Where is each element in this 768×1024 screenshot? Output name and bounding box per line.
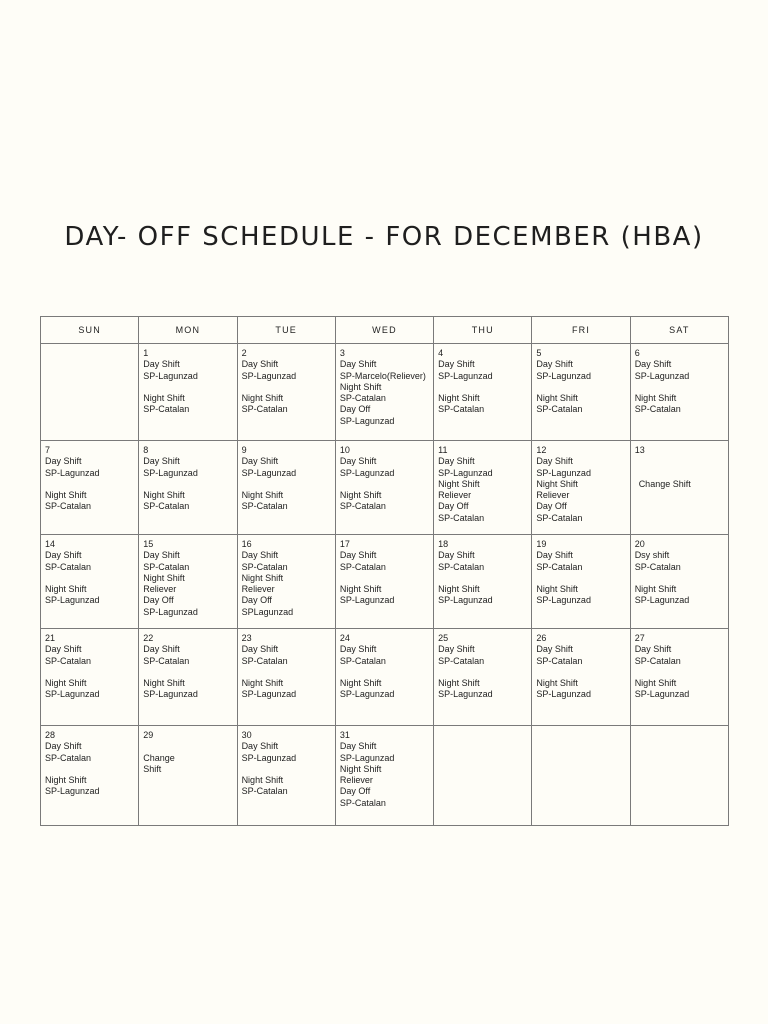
shift-note: Night Shift	[45, 775, 87, 786]
day-number: 4	[438, 348, 444, 358]
shift-note	[45, 573, 134, 584]
shift-note	[438, 573, 527, 584]
shift-note: Reliever	[536, 490, 570, 501]
shift-note: Night Shift	[339, 381, 382, 392]
shift-note: SP-Lagunzad	[438, 467, 493, 478]
day-cell-fri	[532, 441, 630, 535]
shift-note: Day Shift	[536, 644, 573, 655]
shift-note	[340, 479, 429, 490]
shift-note: SP-Catalan	[143, 404, 190, 415]
day-number: 23	[241, 633, 252, 643]
day-cell-mon	[139, 629, 237, 726]
shift-note: SP-Catalan	[438, 655, 485, 666]
shift-note: SP-Catalan	[339, 393, 386, 404]
shift-note	[143, 741, 232, 752]
shift-note	[45, 479, 134, 490]
shift-note: Day Off	[438, 501, 469, 512]
shift-note: SP-Lagunzad	[241, 467, 297, 478]
shift-note: Shift	[143, 763, 162, 774]
day-number: 25	[438, 633, 449, 643]
shift-note: SP-Lagunzad	[536, 595, 591, 606]
shift-note: Night Shift	[634, 584, 677, 595]
shift-note	[635, 573, 724, 584]
shift-note: Day Shift	[339, 359, 377, 370]
day-number: 18	[438, 539, 449, 549]
shift-note: SP-Lagunzad	[241, 370, 297, 381]
shift-note: SP-Lagunzad	[45, 689, 100, 700]
day-cell-fri	[532, 726, 630, 826]
shift-note: SP-Catalan	[241, 561, 288, 572]
day-number	[45, 348, 134, 359]
shift-note: SP-Catalan	[45, 561, 92, 572]
shift-note: SP-Lagunzad	[241, 689, 297, 700]
shift-note: SP-Lagunzad	[438, 370, 493, 381]
shift-note: SP-Catalan	[634, 561, 681, 572]
day-number: 15	[143, 539, 154, 549]
shift-note: Night Shift	[339, 763, 382, 774]
shift-note: Night Shift	[438, 584, 480, 595]
day-cell-tue	[237, 535, 335, 629]
day-cell-mon	[139, 344, 237, 441]
shift-note: Change	[143, 752, 175, 763]
calendar-body	[41, 344, 729, 826]
shift-note: SP-Catalan	[241, 655, 288, 666]
day-number: 24	[339, 633, 350, 643]
shift-note: SP-Lagunzad	[438, 689, 493, 700]
day-number: 26	[536, 633, 547, 643]
day-number: 5	[536, 348, 542, 358]
shift-note: SP-Catalan	[45, 655, 92, 666]
shift-note: Day Shift	[339, 550, 377, 561]
shift-note: Day Shift	[241, 456, 279, 467]
shift-note: Night Shift	[536, 678, 578, 689]
shift-note: Night Shift	[143, 572, 185, 583]
day-number: 11	[438, 445, 448, 455]
shift-note: Day Shift	[438, 456, 475, 467]
shift-note: Day Shift	[143, 456, 180, 467]
shift-note: SP-Catalan	[634, 655, 681, 666]
shift-note: Night Shift	[241, 572, 284, 583]
shift-note: Day Shift	[339, 456, 377, 467]
day-cell-sat	[630, 726, 728, 826]
shift-note: SP-Catalan	[438, 512, 485, 523]
shift-note: Night Shift	[241, 490, 284, 501]
shift-note: SP-Catalan	[536, 512, 583, 523]
day-cell-sun	[41, 344, 139, 441]
shift-note: SP-Lagunzad	[438, 595, 493, 606]
week-row	[41, 441, 729, 535]
shift-note: SP-Catalan	[438, 561, 485, 572]
shift-note: SP-Catalan	[339, 501, 386, 512]
shift-note: Night Shift	[339, 678, 382, 689]
shift-note: Night Shift	[634, 393, 677, 404]
shift-note: Day Shift	[339, 741, 377, 752]
shift-note: Day Shift	[143, 550, 180, 561]
weekday-sat: SAT	[630, 317, 728, 344]
day-cell-thu	[434, 441, 532, 535]
day-number: 29	[143, 730, 154, 740]
shift-note: SP-Catalan	[45, 501, 92, 512]
shift-note: Day Shift	[143, 644, 180, 655]
shift-note: SP-Catalan	[536, 655, 583, 666]
shift-note	[242, 764, 331, 775]
shift-note	[536, 573, 625, 584]
shift-note: Day Shift	[241, 359, 279, 370]
shift-note: SP-Catalan	[339, 655, 386, 666]
shift-note: SP-Lagunzad	[339, 595, 395, 606]
shift-note: Day Off	[536, 501, 567, 512]
shift-note	[143, 479, 232, 490]
shift-note: Day Off	[143, 595, 174, 606]
shift-note: Change Shift	[638, 478, 691, 489]
week-row	[41, 629, 729, 726]
shift-note	[242, 382, 331, 393]
shift-note	[438, 382, 527, 393]
shift-note	[635, 667, 724, 678]
shift-note	[438, 667, 527, 678]
shift-note: SP-Catalan	[241, 404, 288, 415]
day-cell-mon	[139, 535, 237, 629]
week-row	[41, 726, 729, 826]
shift-note: Night Shift	[45, 584, 87, 595]
shift-note: Day Shift	[438, 550, 475, 561]
day-number: 16	[241, 539, 252, 549]
shift-note: Reliever	[339, 775, 373, 786]
shift-note: Night Shift	[536, 393, 578, 404]
day-cell-thu	[434, 344, 532, 441]
day-cell-mon	[139, 441, 237, 535]
day-cell-fri	[532, 629, 630, 726]
shift-note: SP-Catalan	[438, 404, 485, 415]
shift-note: Night Shift	[241, 678, 284, 689]
shift-note	[635, 468, 724, 479]
shift-note: SP-Lagunzad	[536, 370, 591, 381]
shift-note: SP-Catalan	[241, 501, 288, 512]
day-number: 9	[241, 445, 247, 455]
shift-note: SP-Lagunzad	[339, 752, 395, 763]
day-cell-sun	[41, 441, 139, 535]
shift-note: Night Shift	[339, 490, 382, 501]
shift-note: Day Shift	[45, 644, 82, 655]
shift-note: Day Shift	[241, 644, 279, 655]
day-cell-wed	[335, 535, 433, 629]
day-cell-sat	[630, 441, 728, 535]
day-number: 6	[634, 348, 640, 358]
shift-note	[635, 456, 724, 467]
shift-note: Night Shift	[438, 478, 480, 489]
shift-note	[45, 764, 134, 775]
shift-note: SP-Catalan	[143, 501, 190, 512]
day-cell-thu	[434, 726, 532, 826]
shift-note: Night Shift	[241, 775, 284, 786]
day-cell-wed	[335, 629, 433, 726]
shift-note: SPLagunzad	[241, 606, 294, 617]
day-cell-fri	[532, 535, 630, 629]
shift-note: Day Off	[241, 595, 272, 606]
shift-note: SP-Lagunzad	[241, 752, 297, 763]
shift-note: Day Off	[339, 786, 371, 797]
shift-note	[536, 667, 625, 678]
shift-note: Day Shift	[438, 359, 475, 370]
week-row	[41, 535, 729, 629]
shift-note: SP-Lagunzad	[45, 467, 100, 478]
shift-note: Night Shift	[438, 678, 480, 689]
shift-note: SP-Catalan	[536, 561, 583, 572]
shift-note	[143, 382, 232, 393]
day-number	[536, 730, 625, 741]
day-number: 17	[339, 539, 350, 549]
weekday-sun: SUN	[41, 317, 139, 344]
shift-note: Day Shift	[45, 741, 82, 752]
shift-note: Reliever	[438, 490, 472, 501]
shift-note: Reliever	[143, 584, 177, 595]
weekday-mon: MON	[139, 317, 237, 344]
shift-note: Dsy shift	[634, 550, 670, 561]
shift-note: Night Shift	[241, 393, 284, 404]
day-cell-wed	[335, 726, 433, 826]
day-cell-mon	[139, 726, 237, 826]
shift-note: Night Shift	[45, 490, 87, 501]
day-cell-thu	[434, 535, 532, 629]
shift-note: Night Shift	[536, 584, 578, 595]
day-number	[635, 730, 724, 741]
shift-note: Day Shift	[45, 456, 82, 467]
day-cell-sat	[630, 535, 728, 629]
shift-note: SP-Catalan	[339, 797, 386, 808]
calendar-grid	[40, 316, 729, 826]
day-cell-sun	[41, 726, 139, 826]
day-number: 31	[339, 730, 350, 740]
shift-note: SP-Lagunzad	[536, 689, 591, 700]
shift-note: SP-Lagunzad	[634, 689, 690, 700]
day-cell-sat	[630, 629, 728, 726]
shift-note: Day Shift	[143, 359, 180, 370]
shift-note: Day Shift	[45, 550, 82, 561]
shift-note: Night Shift	[634, 678, 677, 689]
day-number: 20	[634, 539, 645, 549]
shift-note: SP-Catalan	[339, 561, 386, 572]
day-number: 28	[45, 730, 56, 740]
page-title: DAY- OFF SCHEDULE - FOR DECEMBER (HBA)	[64, 222, 704, 252]
weekday-header-row	[41, 317, 729, 344]
shift-note	[340, 573, 429, 584]
shift-note: Day Shift	[536, 550, 573, 561]
shift-note: SP-Lagunzad	[45, 595, 100, 606]
day-number: 1	[143, 348, 149, 358]
shift-note	[242, 479, 331, 490]
shift-note: Day Shift	[634, 359, 672, 370]
shift-note: SP-Catalan	[634, 404, 681, 415]
shift-note: SP-Lagunzad	[143, 467, 198, 478]
day-number: 12	[536, 445, 547, 455]
shift-note	[635, 382, 724, 393]
shift-note	[45, 667, 134, 678]
day-cell-sun	[41, 629, 139, 726]
shift-note: SP-Lagunzad	[143, 606, 198, 617]
shift-note: Day Shift	[634, 644, 672, 655]
shift-note: SP-Catalan	[143, 561, 190, 572]
shift-note: Night Shift	[143, 393, 185, 404]
day-number: 27	[634, 633, 645, 643]
day-number: 3	[339, 348, 345, 358]
shift-note: SP-Lagunzad	[536, 467, 591, 478]
shift-note	[143, 667, 232, 678]
calendar-header	[41, 317, 729, 344]
weekday-wed: WED	[335, 317, 433, 344]
shift-note: SP-Lagunzad	[634, 370, 690, 381]
day-number: 2	[241, 348, 247, 358]
weekday-thu: THU	[434, 317, 532, 344]
day-number: 21	[45, 633, 56, 643]
day-number: 30	[241, 730, 252, 740]
shift-note: SP-Lagunzad	[339, 467, 395, 478]
day-cell-tue	[237, 629, 335, 726]
day-cell-wed	[335, 344, 433, 441]
day-cell-tue	[237, 726, 335, 826]
shift-note: SP-Catalan	[45, 752, 92, 763]
shift-note: Night Shift	[536, 478, 578, 489]
shift-note: Day Shift	[241, 550, 279, 561]
day-number: 13	[634, 445, 645, 455]
day-cell-tue	[237, 441, 335, 535]
day-cell-sat	[630, 344, 728, 441]
shift-note: SP-Lagunzad	[339, 415, 395, 426]
day-number: 19	[536, 539, 547, 549]
day-cell-wed	[335, 441, 433, 535]
day-cell-thu	[434, 629, 532, 726]
shift-note: Night Shift	[438, 393, 480, 404]
day-cell-sun	[41, 535, 139, 629]
shift-note: Day Off	[339, 404, 371, 415]
shift-note: Night Shift	[143, 490, 185, 501]
day-cell-tue	[237, 344, 335, 441]
shift-note: Reliever	[241, 584, 275, 595]
shift-note: Day Shift	[536, 456, 573, 467]
shift-note: Night Shift	[45, 678, 87, 689]
day-number: 22	[143, 633, 154, 643]
weekday-tue: TUE	[237, 317, 335, 344]
shift-note	[242, 667, 331, 678]
day-number	[438, 730, 527, 741]
shift-note: Night Shift	[339, 584, 382, 595]
shift-note: Day Shift	[241, 741, 279, 752]
shift-note: SP-Lagunzad	[339, 689, 395, 700]
shift-note: SP-Catalan	[241, 786, 288, 797]
shift-note: SP-Catalan	[143, 655, 190, 666]
shift-note: Day Shift	[536, 359, 573, 370]
shift-note	[536, 382, 625, 393]
day-cell-fri	[532, 344, 630, 441]
shift-note: SP-Lagunzad	[634, 595, 690, 606]
shift-note: SP-Lagunzad	[45, 786, 100, 797]
week-row	[41, 344, 729, 441]
shift-note: SP-Catalan	[536, 404, 583, 415]
shift-note: SP-Marcelo(Reliever)	[339, 370, 426, 381]
shift-note: SP-Lagunzad	[143, 370, 198, 381]
shift-note: SP-Lagunzad	[143, 689, 198, 700]
day-number: 8	[143, 445, 149, 455]
shift-note: Night Shift	[143, 678, 185, 689]
shift-note	[340, 667, 429, 678]
day-number: 7	[45, 445, 51, 455]
day-number: 14	[45, 539, 56, 549]
day-number: 10	[339, 445, 350, 455]
shift-note: Day Shift	[438, 644, 475, 655]
shift-note: Day Shift	[339, 644, 377, 655]
weekday-fri: FRI	[532, 317, 630, 344]
